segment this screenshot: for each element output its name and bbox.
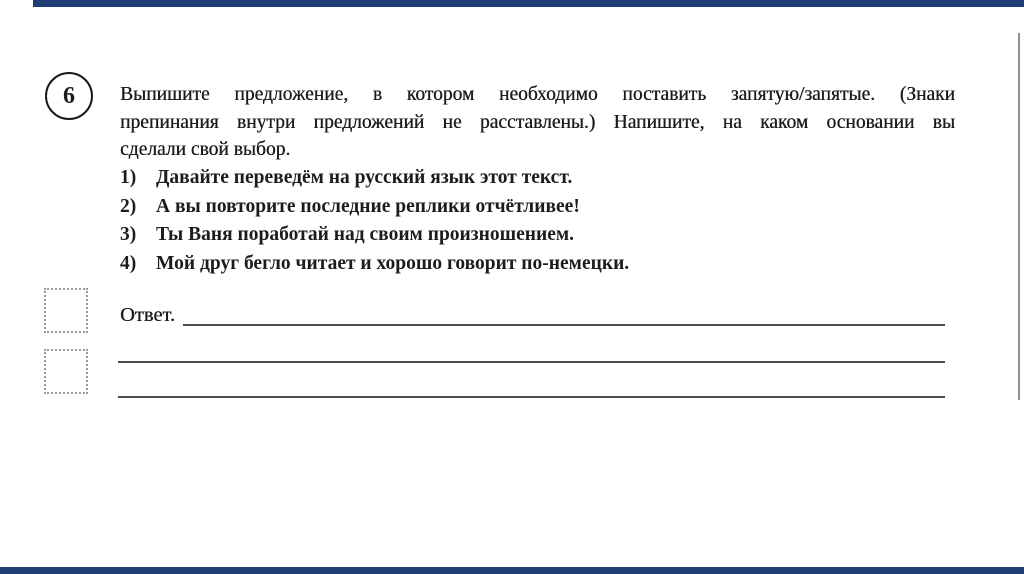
- answer-write-line: [118, 396, 945, 398]
- option-text: А вы повторите последние реплики отчётливее!: [156, 195, 580, 217]
- top-accent-bar: [33, 0, 1024, 7]
- option-number: 2): [120, 195, 137, 217]
- answer-write-line: [118, 361, 945, 363]
- option-number: 4): [120, 252, 137, 274]
- option-text: Ты Ваня поработай над своим произношением.: [156, 224, 575, 245]
- option-text: Давайте переведём на русский язык этот текст.: [156, 167, 573, 188]
- option-row: [120, 164, 955, 193]
- question-text-line: препинания внутри предложений не расставлены.) Напишите, на каком основании вы: [120, 111, 955, 133]
- option-row: [120, 250, 955, 279]
- answer-label: Ответ.: [120, 304, 175, 326]
- option-text: Мой друг бегло читает и хорошо говорит по-немецки.: [156, 252, 630, 274]
- option-row: [120, 221, 955, 250]
- answer-write-line: [183, 324, 945, 326]
- page-edge-line: [1018, 33, 1020, 400]
- question-number: 6: [63, 82, 75, 109]
- option-row: [120, 193, 955, 222]
- option-number: 3): [120, 224, 137, 245]
- question-text: [120, 81, 955, 164]
- option-number: 1): [120, 167, 137, 188]
- score-checkbox: [44, 349, 88, 394]
- question-number-badge: [45, 72, 93, 120]
- options-list: [120, 164, 955, 278]
- bottom-accent-bar: [0, 567, 1024, 574]
- score-checkbox: [44, 288, 88, 333]
- question-text-line: Выпишите предложение, в котором необходимо поставить запятую/запятые. (Знаки: [120, 84, 955, 105]
- question-text-line: сделали свой выбор.: [120, 139, 291, 160]
